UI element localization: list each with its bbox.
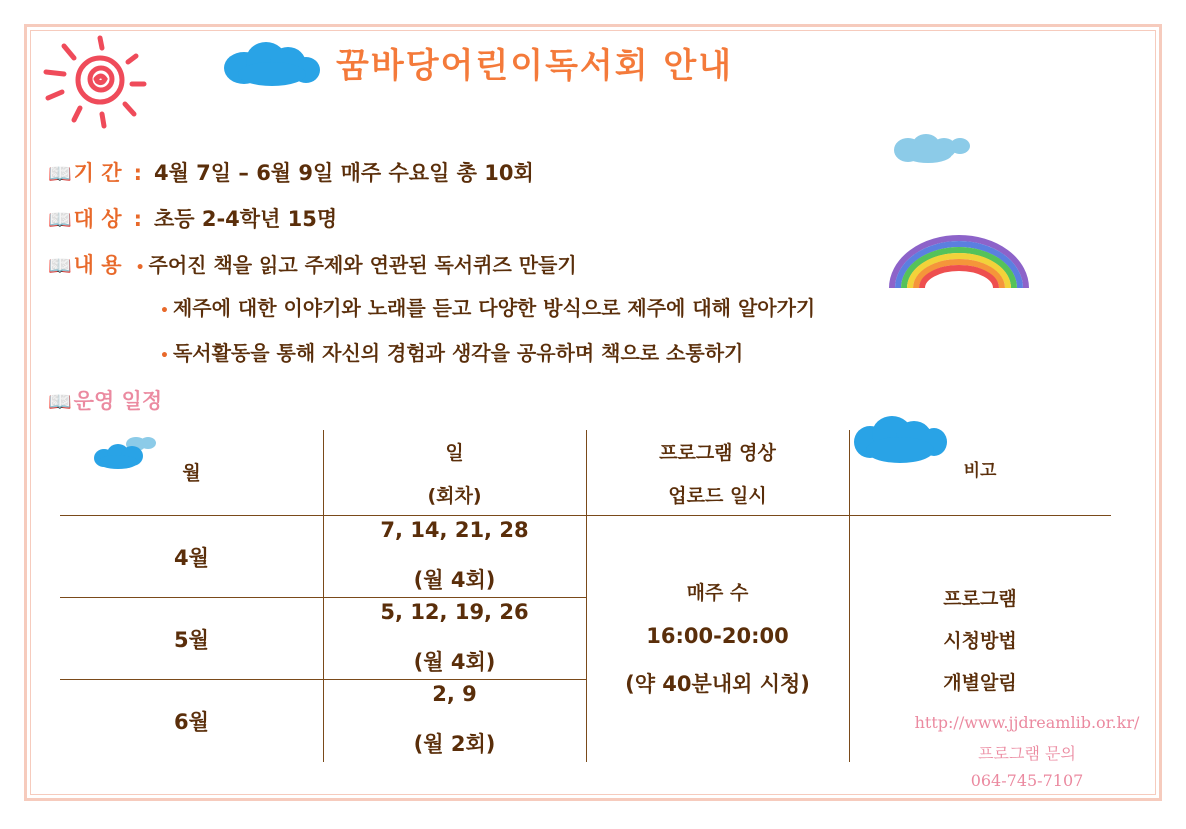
book-icon: 📖	[48, 391, 72, 413]
schedule-heading-text: 운영 일정	[73, 389, 163, 413]
page-title: 꿈바당어린이독서회 안내	[336, 46, 734, 86]
content-item-line	[160, 293, 815, 323]
bullet: •	[135, 260, 145, 276]
book-icon: 📖	[48, 209, 72, 231]
period-line	[48, 158, 534, 188]
header-month: 월	[182, 462, 201, 484]
schedule-heading	[48, 386, 162, 416]
colon: :	[133, 207, 142, 231]
content-item-line	[160, 338, 743, 368]
header-day-sub: (회차)	[427, 485, 482, 507]
content-item: 제주에 대한 이야기와 노래를 듣고 다양한 방식으로 제주에 대해 알아가기	[172, 296, 816, 320]
header-upload-sub: 업로드 일시	[668, 485, 767, 507]
cloud-icon	[892, 132, 972, 166]
period-label: 기 간	[73, 161, 122, 185]
content-item: 독서활동을 통해 자신의 경험과 생각을 공유하며 책으로 소통하기	[172, 341, 744, 365]
note-line: 프로그램	[943, 588, 1017, 610]
row-count: (월 2회)	[413, 732, 496, 756]
period-value: 4월 7일 – 6월 9일 매주 수요일 총 10회	[153, 161, 534, 185]
row-month: 5월	[174, 628, 209, 652]
cloud-icon	[222, 40, 322, 90]
row-month: 6월	[174, 710, 209, 734]
note-line: 시청방법	[943, 630, 1017, 652]
upload-duration: (약 40분내외 시청)	[625, 672, 810, 696]
row-count: (월 4회)	[413, 568, 496, 592]
bullet: •	[160, 303, 169, 319]
library-url[interactable]: http://www.jjdreamlib.or.kr/	[914, 713, 1140, 732]
table-divider	[60, 597, 587, 598]
book-icon: 📖	[48, 163, 72, 185]
upload-time: 16:00-20:00	[646, 624, 789, 648]
content-item: 주어진 책을 읽고 주제와 연관된 독서퀴즈 만들기	[148, 253, 577, 277]
upload-day: 매주 수	[686, 582, 749, 604]
table-divider	[60, 515, 1111, 516]
target-label: 대 상	[73, 207, 122, 231]
header-note: 비고	[963, 461, 997, 481]
rainbow-icon	[884, 232, 1034, 288]
header-day: 일	[445, 442, 464, 464]
header-upload: 프로그램 영상	[659, 442, 776, 464]
table-divider	[60, 679, 587, 680]
book-icon: 📖	[48, 255, 72, 277]
content-line	[48, 250, 577, 280]
row-days: 7, 14, 21, 28	[380, 518, 529, 542]
content-label: 내 용	[73, 253, 122, 277]
sun-icon	[40, 32, 150, 132]
phone-number: 064-745-7107	[970, 771, 1084, 790]
inquiry-label: 프로그램 문의	[978, 744, 1076, 763]
note-line: 개별알림	[943, 672, 1017, 694]
colon: :	[133, 161, 142, 185]
target-line	[48, 204, 337, 234]
row-month: 4월	[174, 546, 209, 570]
row-days: 5, 12, 19, 26	[380, 600, 529, 624]
bullet: •	[160, 348, 169, 364]
target-value: 초등 2-4학년 15명	[153, 207, 338, 231]
table-divider	[323, 430, 324, 762]
row-days: 2, 9	[432, 682, 477, 706]
row-count: (월 4회)	[413, 650, 496, 674]
